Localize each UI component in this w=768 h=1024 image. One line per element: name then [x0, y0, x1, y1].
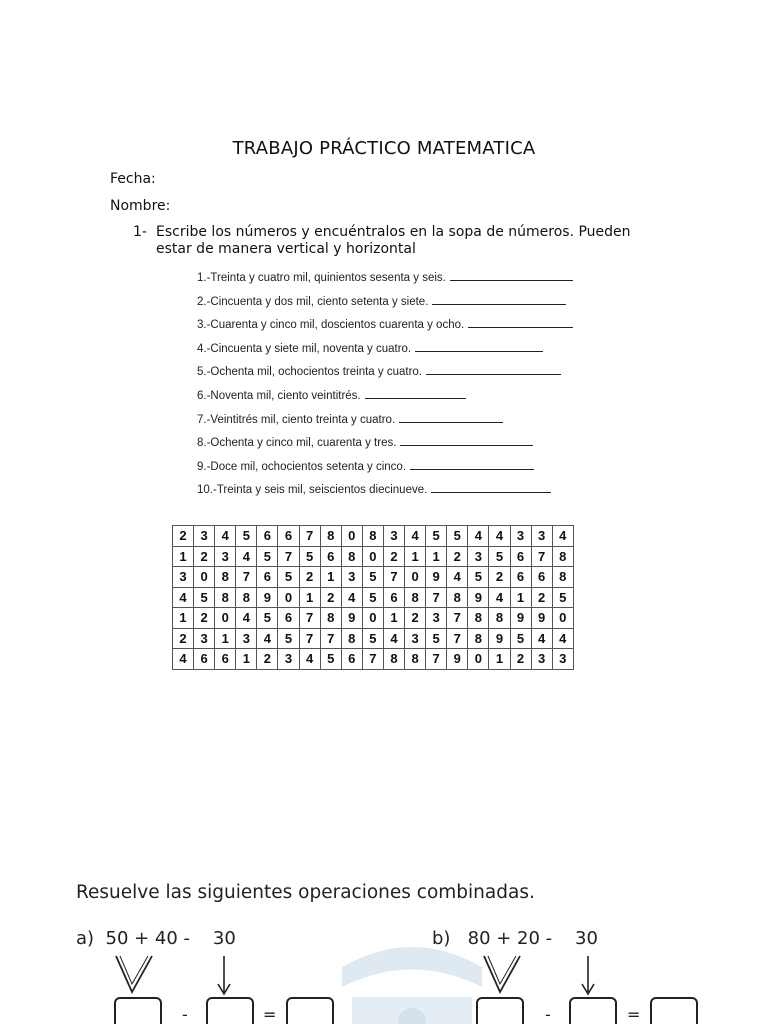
grid-row: [173, 546, 574, 567]
grid-cell[interactable]: 2: [194, 546, 215, 567]
grid-cell[interactable]: 5: [489, 546, 510, 567]
statement-item: [197, 436, 533, 449]
grid-cell[interactable]: 5: [278, 567, 299, 588]
grid-cell[interactable]: 1: [320, 567, 341, 588]
grid-cell[interactable]: 2: [447, 546, 468, 567]
grid-cell[interactable]: 2: [405, 608, 426, 629]
grid-cell[interactable]: 2: [531, 587, 552, 608]
grid-cell[interactable]: 8: [320, 608, 341, 629]
grid-cell[interactable]: 7: [299, 526, 320, 547]
equals-sign-b: =: [627, 1005, 641, 1024]
grid-cell[interactable]: 7: [299, 628, 320, 649]
statement-item: [197, 460, 534, 473]
grid-cell[interactable]: 6: [510, 567, 531, 588]
grid-cell[interactable]: 6: [257, 567, 278, 588]
statement-item: [197, 295, 566, 308]
grid-cell[interactable]: 8: [341, 546, 362, 567]
question-text: Escribe los números y encuéntralos en la sopa de números. Pueden estar de manera vertical y horizontal: [156, 224, 631, 257]
grid-cell[interactable]: 3: [552, 649, 573, 670]
grid-cell[interactable]: 3: [405, 628, 426, 649]
grid-cell[interactable]: 1: [299, 587, 320, 608]
grid-cell[interactable]: 6: [194, 649, 215, 670]
grid-cell[interactable]: 2: [173, 628, 194, 649]
answer-blank[interactable]: [426, 365, 561, 375]
grid-cell[interactable]: 7: [299, 608, 320, 629]
grid-cell[interactable]: 4: [236, 546, 257, 567]
grid-cell[interactable]: 5: [362, 587, 383, 608]
equals-sign-a: =: [263, 1005, 277, 1024]
grid-cell[interactable]: 8: [383, 649, 404, 670]
statement-text: 9.-Doce mil, ochocientos setenta y cinco.: [197, 460, 407, 473]
grid-cell[interactable]: 6: [320, 546, 341, 567]
grid-cell[interactable]: 8: [552, 567, 573, 588]
grid-cell[interactable]: 9: [257, 587, 278, 608]
grid-cell[interactable]: 3: [426, 608, 447, 629]
grid-cell[interactable]: 0: [215, 608, 236, 629]
grid-cell[interactable]: 2: [489, 567, 510, 588]
grid-cell[interactable]: 7: [426, 649, 447, 670]
grid-cell[interactable]: 3: [510, 526, 531, 547]
grid-cell[interactable]: 7: [531, 546, 552, 567]
grid-cell[interactable]: 5: [510, 628, 531, 649]
operation-a: a) 50 + 40 - 30: [76, 928, 236, 949]
answer-blank[interactable]: [399, 413, 503, 423]
grid-cell[interactable]: 9: [341, 608, 362, 629]
grid-cell[interactable]: 9: [468, 587, 489, 608]
grid-cell[interactable]: 3: [383, 526, 404, 547]
grid-cell[interactable]: 0: [405, 567, 426, 588]
grid-cell[interactable]: 1: [405, 546, 426, 567]
down-arrow-a: [214, 952, 234, 997]
grid-cell[interactable]: 2: [173, 526, 194, 547]
grid-cell[interactable]: 3: [194, 628, 215, 649]
grid-cell[interactable]: 4: [405, 526, 426, 547]
statement-text: 3.-Cuarenta y cinco mil, doscientos cuarenta y ocho.: [197, 319, 465, 332]
statement-item: [197, 389, 466, 402]
grid-cell[interactable]: 4: [552, 526, 573, 547]
grid-cell[interactable]: 1: [173, 546, 194, 567]
grid-cell[interactable]: 1: [173, 608, 194, 629]
grid-cell[interactable]: 2: [383, 546, 404, 567]
grid-cell[interactable]: 3: [531, 526, 552, 547]
grid-cell[interactable]: 5: [468, 567, 489, 588]
grid-cell[interactable]: 5: [257, 546, 278, 567]
grid-cell[interactable]: 7: [278, 546, 299, 567]
grid-cell[interactable]: 3: [173, 567, 194, 588]
answer-blank[interactable]: [365, 389, 466, 399]
grid-cell[interactable]: 5: [426, 526, 447, 547]
page-title: TRABAJO PRÁCTICO MATEMATICA: [232, 138, 536, 159]
grid-row: [173, 628, 574, 649]
answer-box-b1[interactable]: [476, 997, 524, 1024]
grid-row: [173, 567, 574, 588]
grid-cell[interactable]: 3: [341, 567, 362, 588]
grid-cell[interactable]: 4: [299, 649, 320, 670]
answer-blank[interactable]: [468, 318, 573, 328]
grid-cell[interactable]: 1: [383, 608, 404, 629]
grid-row: [173, 608, 574, 629]
minus-sign-a: -: [182, 1005, 188, 1024]
merge-arrow-a: [112, 952, 162, 997]
grid-cell[interactable]: 4: [531, 628, 552, 649]
operation-b: b) 80 + 20 - 30: [432, 928, 598, 949]
grid-cell[interactable]: 4: [447, 567, 468, 588]
answer-box-b2[interactable]: [569, 997, 617, 1024]
answer-blank[interactable]: [410, 460, 534, 470]
name-label: Nombre:: [110, 198, 171, 214]
statement-text: 4.-Cincuenta y siete mil, noventa y cuatro.: [197, 342, 412, 355]
grid-cell[interactable]: 4: [552, 628, 573, 649]
grid-cell[interactable]: 4: [468, 526, 489, 547]
grid-cell[interactable]: 8: [447, 587, 468, 608]
grid-cell[interactable]: 7: [383, 567, 404, 588]
grid-cell[interactable]: 6: [383, 587, 404, 608]
grid-cell[interactable]: 8: [405, 649, 426, 670]
grid-cell[interactable]: 9: [510, 608, 531, 629]
statement-text: 6.-Noventa mil, ciento veintitrés.: [197, 390, 361, 402]
grid-cell[interactable]: 0: [552, 608, 573, 629]
grid-cell[interactable]: 1: [215, 628, 236, 649]
grid-cell[interactable]: 7: [447, 608, 468, 629]
grid-cell[interactable]: 7: [236, 567, 257, 588]
grid-cell[interactable]: 1: [489, 649, 510, 670]
grid-row: [173, 526, 574, 547]
grid-cell[interactable]: 1: [426, 546, 447, 567]
grid-cell[interactable]: 6: [531, 567, 552, 588]
grid-cell[interactable]: 5: [426, 628, 447, 649]
grid-cell[interactable]: 0: [341, 526, 362, 547]
grid-cell[interactable]: 1: [510, 587, 531, 608]
statement-item: [197, 483, 551, 496]
grid-cell[interactable]: 4: [173, 649, 194, 670]
statement-item: [197, 271, 573, 284]
statement-text: 7.-Veintitrés mil, ciento treinta y cuatro.: [197, 413, 396, 426]
grid-cell[interactable]: 3: [468, 546, 489, 567]
grid-cell[interactable]: 8: [552, 546, 573, 567]
statement-item: [197, 342, 543, 355]
grid-row: [173, 649, 574, 670]
statement-item: [197, 413, 503, 426]
grid-cell[interactable]: 2: [320, 587, 341, 608]
grid-table: [172, 525, 574, 670]
grid-row: [173, 587, 574, 608]
grid-cell[interactable]: 5: [278, 628, 299, 649]
grid-cell[interactable]: 4: [257, 628, 278, 649]
grid-cell[interactable]: 6: [278, 608, 299, 629]
grid-cell[interactable]: 8: [489, 608, 510, 629]
grid-cell[interactable]: 3: [278, 649, 299, 670]
grid-cell[interactable]: 5: [299, 546, 320, 567]
grid-cell[interactable]: 6: [278, 526, 299, 547]
grid-cell[interactable]: 0: [362, 608, 383, 629]
date-label: Fecha:: [110, 171, 156, 187]
grid-cell[interactable]: 0: [194, 567, 215, 588]
operations-section: [62, 872, 712, 1024]
grid-cell[interactable]: 5: [320, 649, 341, 670]
grid-cell[interactable]: 8: [215, 587, 236, 608]
grid-cell[interactable]: 3: [215, 546, 236, 567]
statement-text: 8.-Ochenta y cinco mil, cuarenta y tres.: [197, 437, 397, 450]
answer-box-a1[interactable]: [114, 997, 162, 1024]
grid-cell[interactable]: 8: [405, 587, 426, 608]
grid-cell[interactable]: 0: [468, 649, 489, 670]
statement-item: [197, 365, 561, 378]
statement-item: [197, 318, 573, 331]
answer-blank[interactable]: [400, 436, 533, 446]
grid-cell[interactable]: 5: [552, 587, 573, 608]
grid-cell[interactable]: 5: [447, 526, 468, 547]
grid-cell[interactable]: 4: [489, 526, 510, 547]
grid-cell[interactable]: 3: [236, 628, 257, 649]
grid-cell[interactable]: 8: [468, 608, 489, 629]
statement-text: 1.-Treinta y cuatro mil, quinientos sesenta y seis.: [197, 272, 446, 284]
number-search-grid: [172, 525, 574, 670]
grid-cell[interactable]: 7: [447, 628, 468, 649]
grid-cell[interactable]: 3: [531, 649, 552, 670]
grid-cell[interactable]: 8: [236, 587, 257, 608]
answer-blank[interactable]: [415, 342, 543, 352]
grid-cell[interactable]: 4: [341, 587, 362, 608]
answer-blank[interactable]: [431, 483, 551, 493]
grid-cell[interactable]: 4: [215, 526, 236, 547]
grid-cell[interactable]: 2: [299, 567, 320, 588]
grid-cell[interactable]: 7: [320, 628, 341, 649]
grid-cell[interactable]: 9: [447, 649, 468, 670]
grid-cell[interactable]: 6: [510, 546, 531, 567]
grid-cell[interactable]: 8: [468, 628, 489, 649]
grid-cell[interactable]: 5: [362, 628, 383, 649]
grid-cell[interactable]: 5: [194, 587, 215, 608]
grid-cell[interactable]: 9: [426, 567, 447, 588]
grid-cell[interactable]: 4: [236, 608, 257, 629]
grid-cell[interactable]: 8: [341, 628, 362, 649]
statement-text: 5.-Ochenta mil, ochocientos treinta y cuatro.: [197, 366, 422, 379]
grid-cell[interactable]: 0: [362, 546, 383, 567]
grid-cell[interactable]: 6: [341, 649, 362, 670]
minus-sign-b: -: [545, 1005, 551, 1024]
grid-cell[interactable]: 6: [257, 526, 278, 547]
grid-cell[interactable]: 4: [489, 587, 510, 608]
answer-box-b3[interactable]: [650, 997, 698, 1024]
grid-cell[interactable]: 1: [236, 649, 257, 670]
statement-text: 2.-Cincuenta y dos mil, ciento setenta y siete.: [197, 295, 429, 308]
merge-arrow-b: [480, 952, 530, 997]
grid-cell[interactable]: 5: [362, 567, 383, 588]
answer-box-a2[interactable]: [206, 997, 254, 1024]
grid-cell[interactable]: 0: [278, 587, 299, 608]
grid-cell[interactable]: 9: [531, 608, 552, 629]
statement-text: 10.-Treinta y seis mil, seiscientos diecinueve.: [197, 484, 428, 497]
grid-cell[interactable]: 5: [257, 608, 278, 629]
answer-blank[interactable]: [432, 295, 566, 305]
grid-cell[interactable]: 8: [362, 526, 383, 547]
grid-cell[interactable]: 5: [236, 526, 257, 547]
question-number: 1-: [133, 224, 147, 240]
grid-cell[interactable]: 7: [426, 587, 447, 608]
grid-cell[interactable]: 2: [257, 649, 278, 670]
grid-cell[interactable]: 8: [320, 526, 341, 547]
grid-cell[interactable]: 2: [510, 649, 531, 670]
answer-blank[interactable]: [450, 271, 573, 281]
operations-heading: Resuelve las siguientes operaciones combinadas.: [76, 882, 535, 903]
grid-cell[interactable]: 4: [383, 628, 404, 649]
grid-cell[interactable]: 8: [215, 567, 236, 588]
answer-box-a3[interactable]: [286, 997, 334, 1024]
grid-cell[interactable]: 2: [194, 608, 215, 629]
down-arrow-b: [578, 952, 598, 997]
grid-cell[interactable]: 6: [215, 649, 236, 670]
grid-cell[interactable]: 3: [194, 526, 215, 547]
grid-cell[interactable]: 4: [173, 587, 194, 608]
grid-cell[interactable]: 9: [489, 628, 510, 649]
grid-cell[interactable]: 7: [362, 649, 383, 670]
